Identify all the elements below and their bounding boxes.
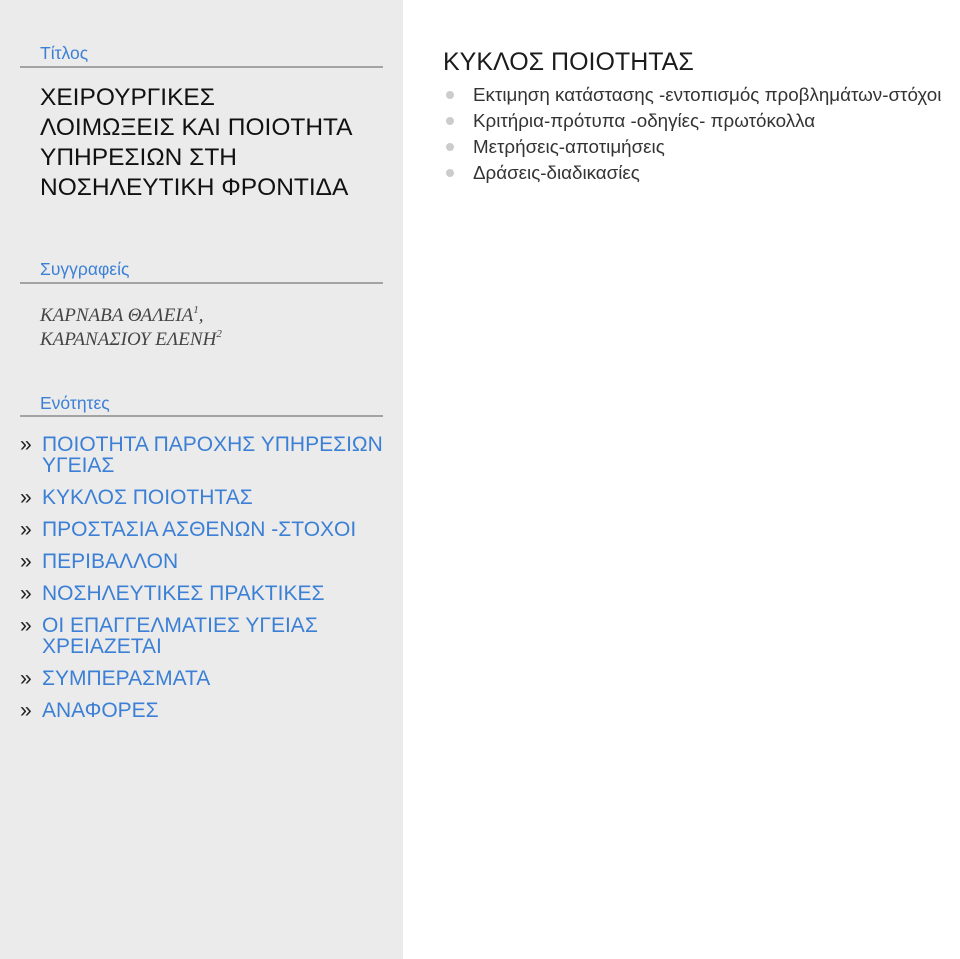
nav-item-environment[interactable] [0,551,400,572]
document-title-line: ΧΕΙΡΟΥΡΓΙΚΕΣ [40,84,215,111]
double-chevron-icon: » [20,518,32,541]
bullet-icon [446,91,454,99]
document-title-line: ΛΟΙΜΩΞΕΙΣ ΚΑΙ ΠΟΙΟΤΗΤΑ [40,114,353,141]
nav-item-label[interactable]: ΝΟΣΗΛΕΥΤΙΚΕΣ ΠΡΑΚΤΙΚΕΣ [42,582,325,605]
nav-item-label[interactable]: ΟΙ ΕΠΑΓΓΕΛΜΑΤΙΕΣ ΥΓΕΙΑΣ ΧΡΕΙΑΖΕΤΑΙ [42,614,318,658]
nav-item-label[interactable]: ΠΟΙΟΤΗΤΑ ΠΑΡΟΧΗΣ ΥΠΗΡΕΣΙΩΝ ΥΓΕΙΑΣ [42,433,383,477]
author-separator: , [198,305,204,326]
bullet-list [443,82,960,186]
double-chevron-icon: » [20,433,32,456]
double-chevron-icon: » [20,550,32,573]
double-chevron-icon: » [20,699,32,722]
nav-item-label[interactable]: ΠΕΡΙΒΑΛΛΟΝ [42,550,179,573]
document-title-line: ΝΟΣΗΛΕΥΤΙΚΗ ΦΡΟΝΤΙΔΑ [40,174,349,201]
nav-item-label[interactable]: ΠΡΟΣΤΑΣΙΑ ΑΣΘΕΝΩΝ -ΣΤΟΧΟΙ [42,518,357,541]
document-title [40,83,353,203]
bullet-item [443,134,960,160]
double-chevron-icon: » [20,486,32,509]
nav-item-conclusions[interactable] [0,668,400,689]
bullet-text: Μετρήσεις-αποτιμήσεις [473,136,665,157]
title-section-label: Τίτλος [40,43,89,63]
author [40,328,222,352]
double-chevron-icon: » [20,582,32,605]
nav-item-label[interactable]: ΣΥΜΠΕΡΑΣΜΑΤΑ [42,667,211,690]
bullet-text: Κριτήρια-πρότυπα -οδηγίες- πρωτόκολλα [473,110,816,131]
author-affiliation-mark: 1 [193,304,199,316]
nav-item-service-quality[interactable] [0,434,400,476]
author-name: ΚΑΡΝΑΒΑ ΘΑΛΕΙΑ [40,305,194,326]
bullet-icon [446,143,454,151]
bullet-text: Δράσεις-διαδικασίες [473,162,640,183]
nav-item-quality-cycle[interactable] [0,487,400,508]
sections-nav-divider [20,415,383,417]
nav-item-health-professionals[interactable] [0,615,400,657]
author-affiliation-mark: 2 [216,328,222,340]
title-section-divider [20,66,383,68]
authors-section-divider [20,282,383,284]
bullet-item [443,82,960,108]
bullet-text: Εκτιμηση κατάστασης -εντοπισμός προβλημάτων-στόχοι [473,84,942,105]
sidebar [0,0,403,959]
sections-nav-label: Ενότητες [40,393,110,413]
main-heading: ΚΥΚΛΟΣ ΠΟΙΟΤΗΤΑΣ [443,48,694,76]
nav-item-label[interactable]: ΚΥΚΛΟΣ ΠΟΙΟΤΗΤΑΣ [42,486,253,509]
double-chevron-icon: » [20,667,32,690]
nav-item-nursing-practices[interactable] [0,583,400,604]
nav-item-patient-protection[interactable] [0,519,400,540]
nav-item-label[interactable]: ΑΝΑΦΟΡΕΣ [42,699,159,722]
author [40,304,222,328]
author-name: ΚΑΡΑΝΑΣΙΟΥ ΕΛΕΝΗ [40,329,217,350]
bullet-icon [446,169,454,177]
authors-section-label: Συγγραφείς [40,259,130,279]
nav-item-references[interactable] [0,700,400,721]
bullet-icon [446,117,454,125]
bullet-item [443,160,960,186]
double-chevron-icon: » [20,614,32,637]
sections-nav [0,434,400,732]
document-title-line: ΥΠΗΡΕΣΙΩΝ ΣΤΗ [40,144,237,171]
author-list [40,304,222,352]
bullet-item [443,108,960,134]
